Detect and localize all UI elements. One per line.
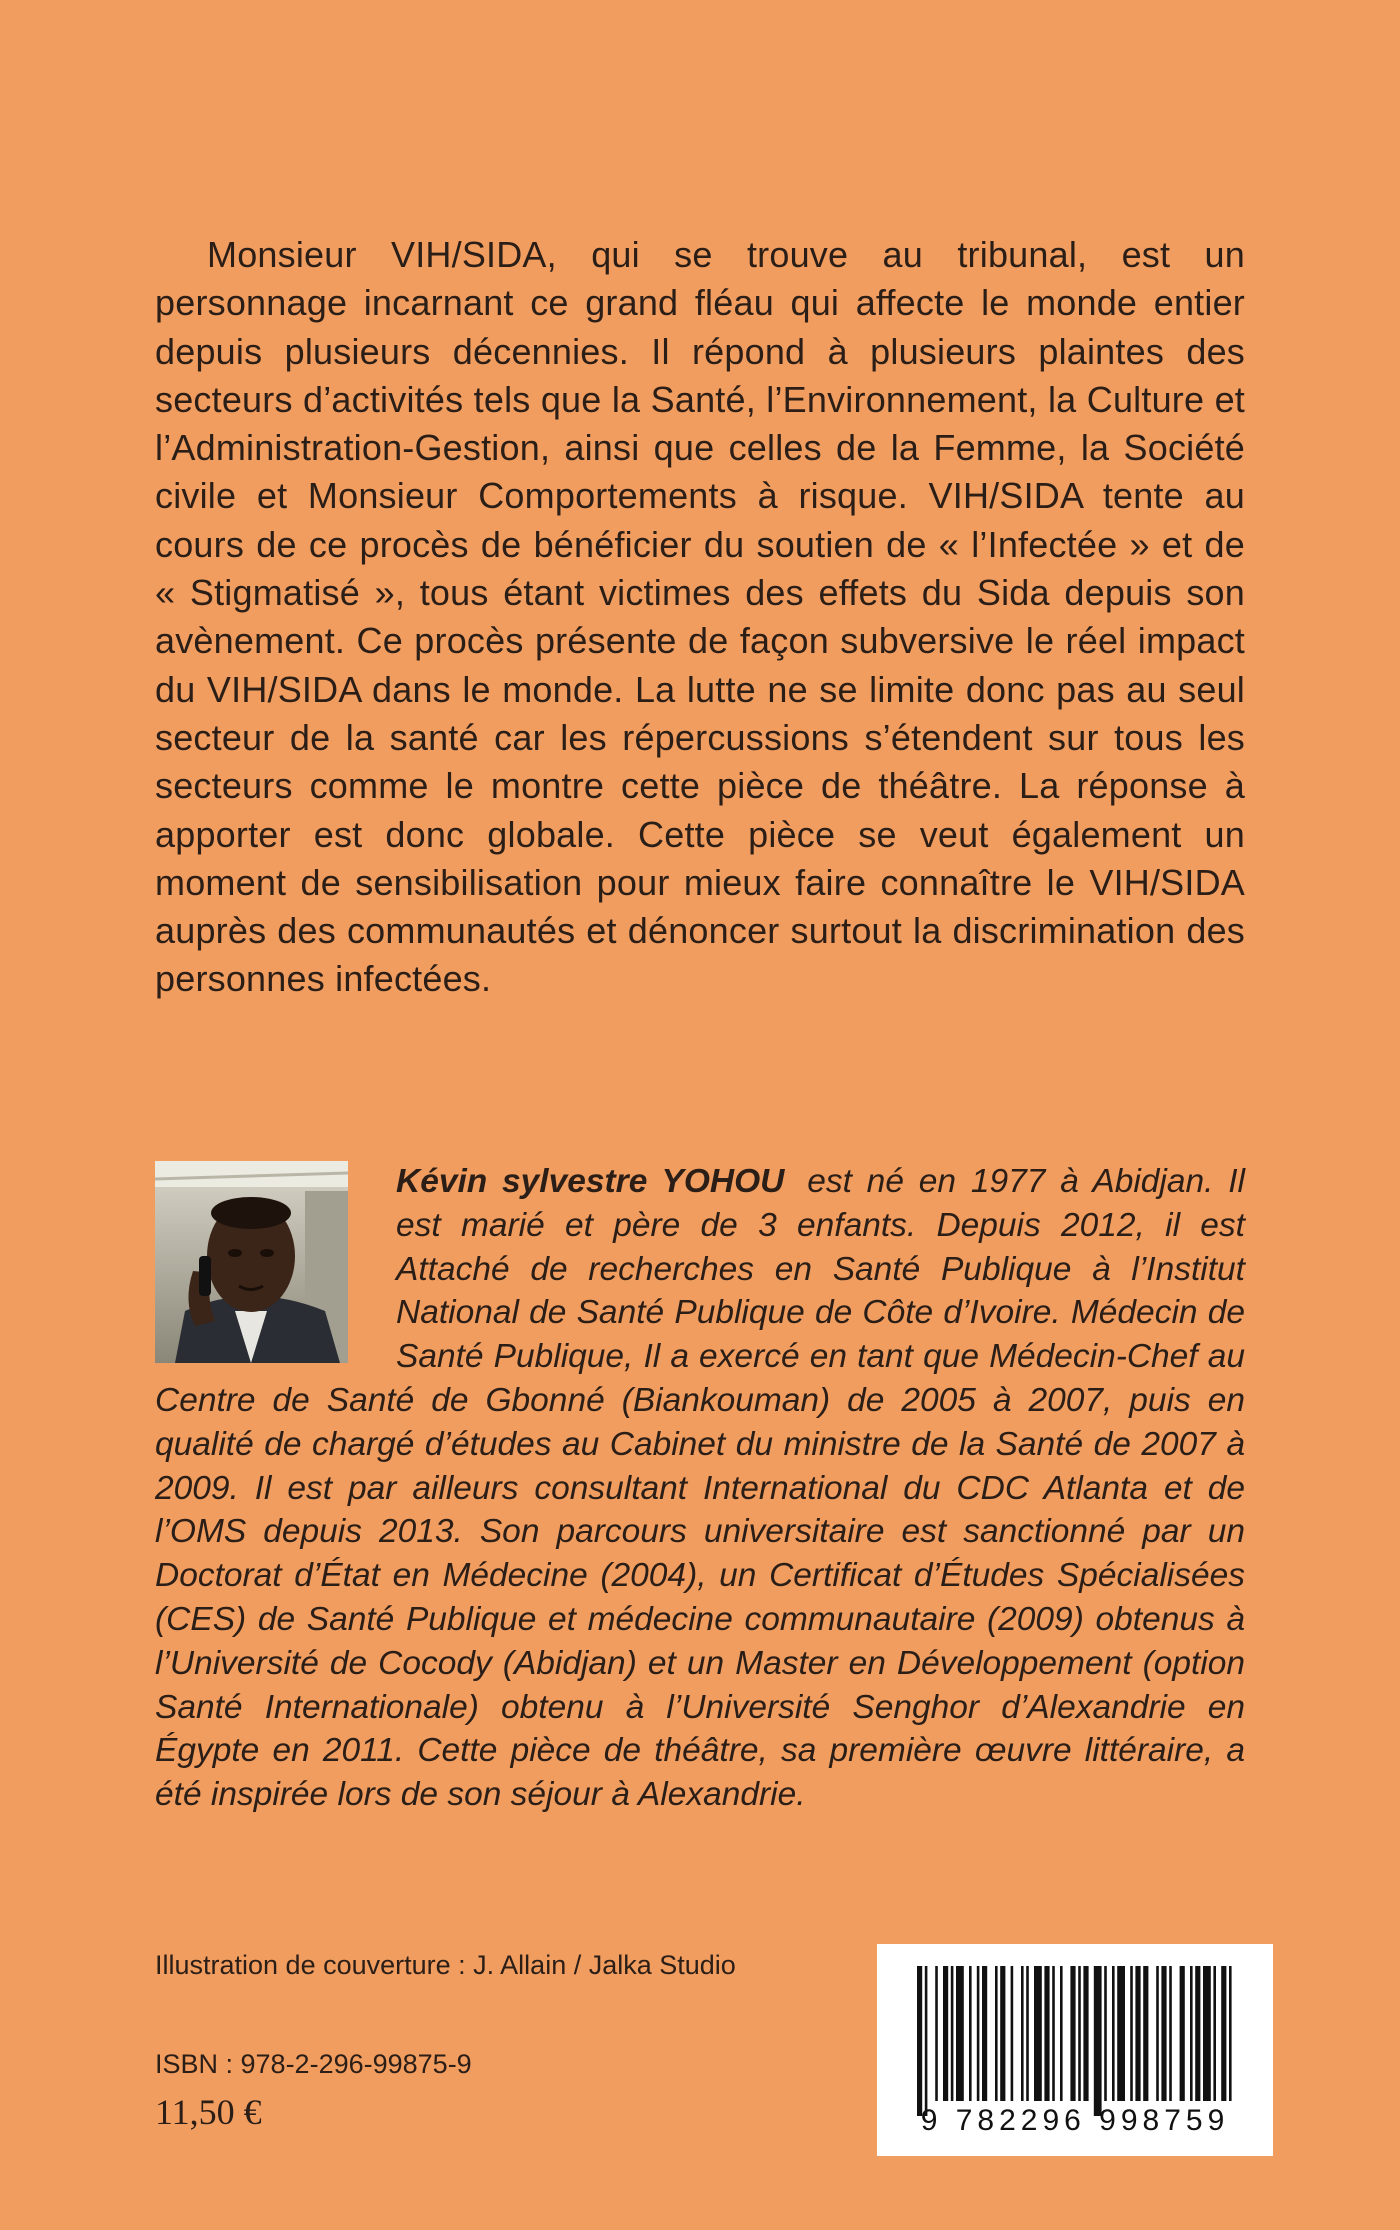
author-bio-text: est né en 1977 à Abidjan. Il est marié et père de 3 enfants. Depuis 2012, il est Attaché de recherches en Santé Publique à l’Institut National de Santé Publique de Côte d’Ivoire. Médecin de Santé Publique, Il a exercé en tant que Médecin-Chef au Centre de Santé de Gbonné (Biankouman) de 2005 à 2007, puis en qualité de chargé d’études au Cabinet du ministre de la Santé de 2007 à 2009. Il est par ailleurs consultant International du CDC Atlanta et de l’OMS depuis 2013. Son parcours universitaire est sanctionné par un Doctorat d’État en Médecine (2004), un Certificat d’Études Spécialisées (CES) de Santé Publique et médecine communautaire (2009) obtenus à l’Université de Cocody (Abidjan) et un Master en Développement (option Santé Internationale) obtenu à l’Université Senghor d’Alexandrie en Égypte en 2011. Cette pièce de théâtre, sa première œuvre littéraire, a été inspirée lors de son séjour à Alexandrie. xyxy=(155,1163,1245,1814)
price: 11,50 € xyxy=(155,2092,262,2132)
barcode-bar xyxy=(1213,1966,1216,2101)
barcode-bar xyxy=(1000,1966,1005,2101)
barcode-number: 9 782296 998759 xyxy=(920,2104,1230,2137)
barcode-bar xyxy=(917,1966,922,2116)
barcode-bar xyxy=(1011,1966,1014,2101)
barcode-bar xyxy=(1070,1966,1075,2101)
barcode-bar xyxy=(1135,1966,1140,2101)
barcode-bar xyxy=(1052,1966,1055,2101)
barcode-bar xyxy=(951,1966,954,2101)
author-biography xyxy=(155,1160,1245,1817)
barcode-bar xyxy=(977,1966,980,2101)
barcode-bar xyxy=(1117,1966,1125,2101)
barcode-bar xyxy=(1026,1966,1029,2101)
barcode-bar xyxy=(1104,1966,1107,2101)
barcode-bar xyxy=(1195,1966,1200,2101)
barcode-bar xyxy=(1078,1966,1081,2101)
barcode-bar xyxy=(935,1966,938,2101)
barcode-bar xyxy=(1156,1966,1159,2101)
barcode-bar xyxy=(982,1966,987,2101)
barcode-bar xyxy=(1094,1966,1102,2116)
barcode xyxy=(877,1944,1273,2156)
barcode-bar xyxy=(1229,1966,1232,2101)
barcode-bar xyxy=(1180,1966,1185,2101)
barcode-bar xyxy=(1044,1966,1049,2101)
barcode-bar xyxy=(1143,1966,1148,2101)
barcode-bar xyxy=(1112,1966,1115,2101)
barcode-bar xyxy=(943,1966,948,2101)
barcode-bar xyxy=(1060,1966,1063,2101)
barcode-bar xyxy=(1021,1966,1024,2101)
barcode-bar xyxy=(1169,1966,1172,2101)
barcode-bar xyxy=(1034,1966,1042,2101)
barcode-bar xyxy=(1083,1966,1088,2101)
barcode-bar xyxy=(1161,1966,1166,2101)
author-name: Kévin sylvestre YOHOU xyxy=(396,1163,785,1200)
barcode-bar xyxy=(1130,1966,1133,2101)
barcode-bar xyxy=(1203,1966,1211,2101)
isbn: ISBN : 978-2-296-99875-9 xyxy=(155,2049,472,2079)
barcode-bar xyxy=(925,1966,928,2116)
barcode-bar xyxy=(1221,1966,1226,2101)
barcode-bar xyxy=(969,1966,972,2101)
barcode-bar xyxy=(956,1966,964,2101)
barcode-bar xyxy=(995,1966,998,2101)
cover-illustration-credit: Illustration de couverture : J. Allain / Jalka Studio xyxy=(155,1950,736,1980)
back-cover-summary: Monsieur VIH/SIDA, qui se trouve au tribunal, est un personnage incarnant ce grand fléau qui affecte le monde entier depuis plusieurs décennies. Il répond à plusieurs plaintes des secteurs d’activités tels que la Santé, l’Environnement, la Culture et l’Administration-Gestion, ainsi que celles de la Femme, la Société civile et Monsieur Comportements à risque. VIH/SIDA tente au cours de ce procès de bénéficier du soutien de « l’Infectée » et de « Stigmatisé », tous étant victimes des effets du Sida depuis son avènement. Ce procès présente de façon subversive le réel impact du VIH/SIDA dans le monde. La lutte ne se limite donc pas au seul secteur de la santé car les répercussions s’étendent sur tous les secteurs comme le montre cette pièce de théâtre. La réponse à apporter est donc globale. Cette pièce se veut également un moment de sensibilisation pour mieux faire connaître le VIH/SIDA auprès des communautés et dénoncer surtout la discrimination des personnes infectées. xyxy=(155,234,1245,1000)
barcode-bar xyxy=(1190,1966,1193,2101)
